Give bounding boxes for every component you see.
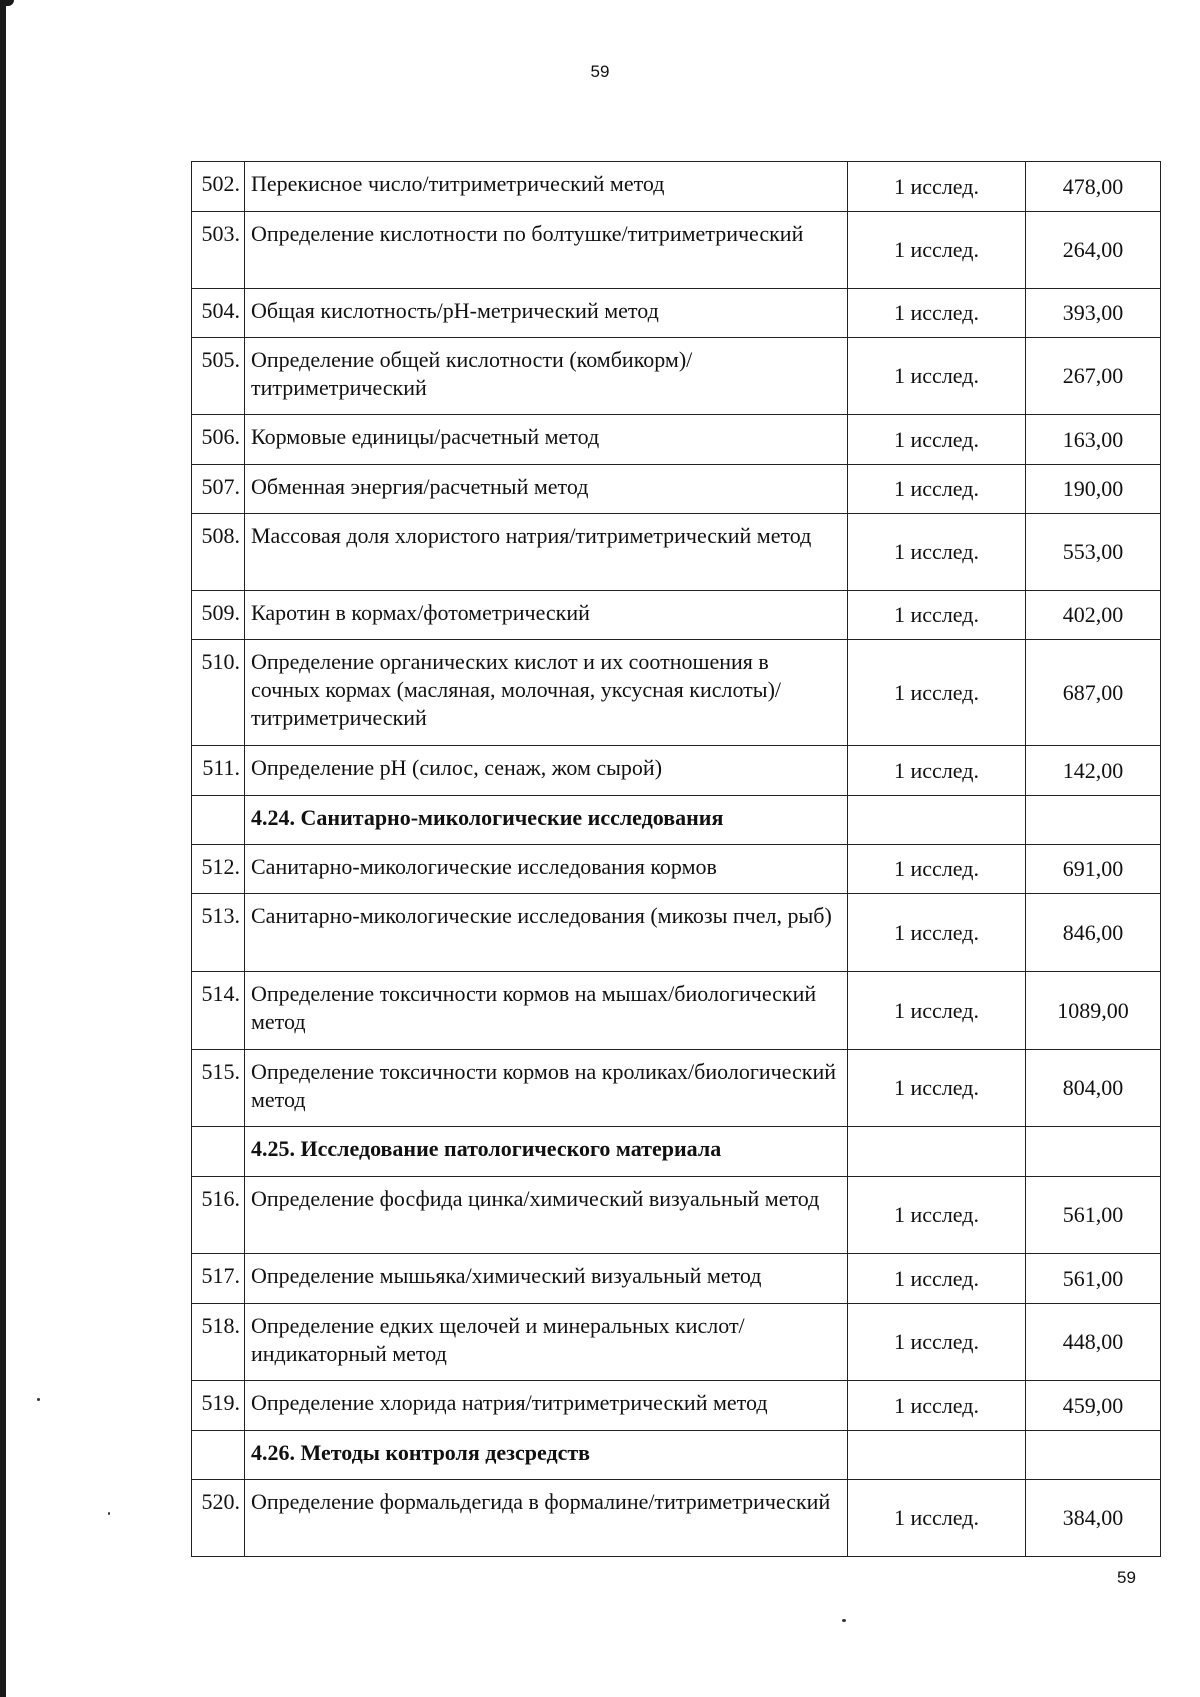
scan-edge-corner <box>0 0 14 6</box>
row-description: Массовая доля хлористого натрия/титриметрический метод <box>245 514 848 591</box>
table-row <box>192 845 1161 894</box>
row-price: 142,00 <box>1026 746 1161 796</box>
page-number-bottom: 59 <box>1117 1568 1136 1587</box>
row-price: 163,00 <box>1026 415 1161 465</box>
table-row <box>192 415 1161 465</box>
section-title: 4.26. Методы контроля дезсредств <box>245 1431 848 1480</box>
section-header-row <box>192 1127 1161 1177</box>
row-description: Определение фосфида цинка/химический визуальный метод <box>245 1177 848 1254</box>
row-unit: 1 исслед. <box>848 894 1026 972</box>
row-price <box>1026 1127 1161 1177</box>
table-row <box>192 514 1161 591</box>
row-number <box>192 796 245 845</box>
row-price: 478,00 <box>1026 162 1161 212</box>
row-price: 190,00 <box>1026 465 1161 514</box>
table-row <box>192 212 1161 289</box>
row-unit: 1 исслед. <box>848 162 1026 212</box>
row-number: 502. <box>192 162 245 212</box>
row-unit: 1 исслед. <box>848 845 1026 894</box>
table-row <box>192 1177 1161 1254</box>
row-price <box>1026 1431 1161 1480</box>
row-price: 1089,00 <box>1026 972 1161 1050</box>
row-number: 517. <box>192 1254 245 1304</box>
row-price: 691,00 <box>1026 845 1161 894</box>
row-description: Общая кислотность/рН-метрический метод <box>245 289 848 338</box>
table-row <box>192 591 1161 640</box>
table-row <box>192 465 1161 514</box>
row-price: 264,00 <box>1026 212 1161 289</box>
row-unit <box>848 1431 1026 1480</box>
row-unit: 1 исслед. <box>848 1480 1026 1557</box>
table-row <box>192 1480 1161 1557</box>
row-number <box>192 1431 245 1480</box>
row-number: 518. <box>192 1304 245 1381</box>
table-row <box>192 289 1161 338</box>
row-number: 511. <box>192 746 245 796</box>
row-price: 804,00 <box>1026 1050 1161 1127</box>
row-number: 505. <box>192 338 245 415</box>
row-description: Определение общей кислотности (комбикорм)/титриметрический <box>245 338 848 415</box>
section-header-row <box>192 796 1161 845</box>
row-unit: 1 исслед. <box>848 1050 1026 1127</box>
row-number <box>192 1127 245 1177</box>
row-price: 384,00 <box>1026 1480 1161 1557</box>
row-unit: 1 исслед. <box>848 1254 1026 1304</box>
table-row <box>192 1050 1161 1127</box>
row-description: Определение токсичности кормов на кроликах/биологический метод <box>245 1050 848 1127</box>
row-unit: 1 исслед. <box>848 1381 1026 1431</box>
row-number: 513. <box>192 894 245 972</box>
row-price: 846,00 <box>1026 894 1161 972</box>
row-unit: 1 исслед. <box>848 415 1026 465</box>
row-price <box>1026 796 1161 845</box>
row-price: 459,00 <box>1026 1381 1161 1431</box>
price-table-body <box>192 162 1161 1557</box>
row-number: 514. <box>192 972 245 1050</box>
row-price: 553,00 <box>1026 514 1161 591</box>
row-description: Санитарно-микологические исследования кормов <box>245 845 848 894</box>
row-unit: 1 исслед. <box>848 212 1026 289</box>
row-number: 510. <box>192 640 245 746</box>
table-row <box>192 1304 1161 1381</box>
row-number: 520. <box>192 1480 245 1557</box>
table-row <box>192 1254 1161 1304</box>
row-number: 507. <box>192 465 245 514</box>
row-description: Определение мышьяка/химический визуальный метод <box>245 1254 848 1304</box>
row-price: 267,00 <box>1026 338 1161 415</box>
row-number: 515. <box>192 1050 245 1127</box>
row-unit: 1 исслед. <box>848 1177 1026 1254</box>
row-price: 448,00 <box>1026 1304 1161 1381</box>
row-price: 561,00 <box>1026 1177 1161 1254</box>
row-number: 516. <box>192 1177 245 1254</box>
table-row <box>192 1381 1161 1431</box>
table-row <box>192 972 1161 1050</box>
price-table <box>191 161 1161 1557</box>
row-unit: 1 исслед. <box>848 465 1026 514</box>
row-unit: 1 исслед. <box>848 1304 1026 1381</box>
row-description: Определение органических кислот и их соотношения в сочных кормах (масляная, молочная, уксусная кислоты)/титриметрический <box>245 640 848 746</box>
row-unit <box>848 796 1026 845</box>
table-row <box>192 894 1161 972</box>
row-description: Определение токсичности кормов на мышах/биологический метод <box>245 972 848 1050</box>
table-row <box>192 162 1161 212</box>
row-number: 503. <box>192 212 245 289</box>
row-description: Определение хлорида натрия/титриметрический метод <box>245 1381 848 1431</box>
row-price: 402,00 <box>1026 591 1161 640</box>
row-number: 519. <box>192 1381 245 1431</box>
row-number: 504. <box>192 289 245 338</box>
scan-edge <box>0 0 6 1697</box>
row-description: Определение формальдегида в формалине/титриметрический <box>245 1480 848 1557</box>
row-unit <box>848 1127 1026 1177</box>
row-number: 509. <box>192 591 245 640</box>
row-description: Определение кислотности по болтушке/титриметрический <box>245 212 848 289</box>
row-unit: 1 исслед. <box>848 289 1026 338</box>
scan-speck <box>37 1398 40 1401</box>
row-description: Каротин в кормах/фотометрический <box>245 591 848 640</box>
row-description: Определение рН (силос, сенаж, жом сырой) <box>245 746 848 796</box>
row-unit: 1 исслед. <box>848 972 1026 1050</box>
row-price: 687,00 <box>1026 640 1161 746</box>
row-description: Санитарно-микологические исследования (микозы пчел, рыб) <box>245 894 848 972</box>
table-row <box>192 640 1161 746</box>
row-unit: 1 исслед. <box>848 514 1026 591</box>
section-title: 4.24. Санитарно-микологические исследования <box>245 796 848 845</box>
section-header-row <box>192 1431 1161 1480</box>
scan-speck <box>842 1619 846 1622</box>
row-unit: 1 исслед. <box>848 591 1026 640</box>
page-number-top: 59 <box>590 62 610 81</box>
row-unit: 1 исслед. <box>848 746 1026 796</box>
row-unit: 1 исслед. <box>848 338 1026 415</box>
row-description: Определение едких щелочей и минеральных кислот/индикаторный метод <box>245 1304 848 1381</box>
row-number: 508. <box>192 514 245 591</box>
scan-speck <box>108 1512 110 1515</box>
row-number: 512. <box>192 845 245 894</box>
row-number: 506. <box>192 415 245 465</box>
row-price: 393,00 <box>1026 289 1161 338</box>
section-title: 4.25. Исследование патологического материала <box>245 1127 848 1177</box>
table-row <box>192 746 1161 796</box>
row-description: Кормовые единицы/расчетный метод <box>245 415 848 465</box>
row-price: 561,00 <box>1026 1254 1161 1304</box>
table-row <box>192 338 1161 415</box>
row-description: Перекисное число/титриметрический метод <box>245 162 848 212</box>
row-unit: 1 исслед. <box>848 640 1026 746</box>
row-description: Обменная энергия/расчетный метод <box>245 465 848 514</box>
